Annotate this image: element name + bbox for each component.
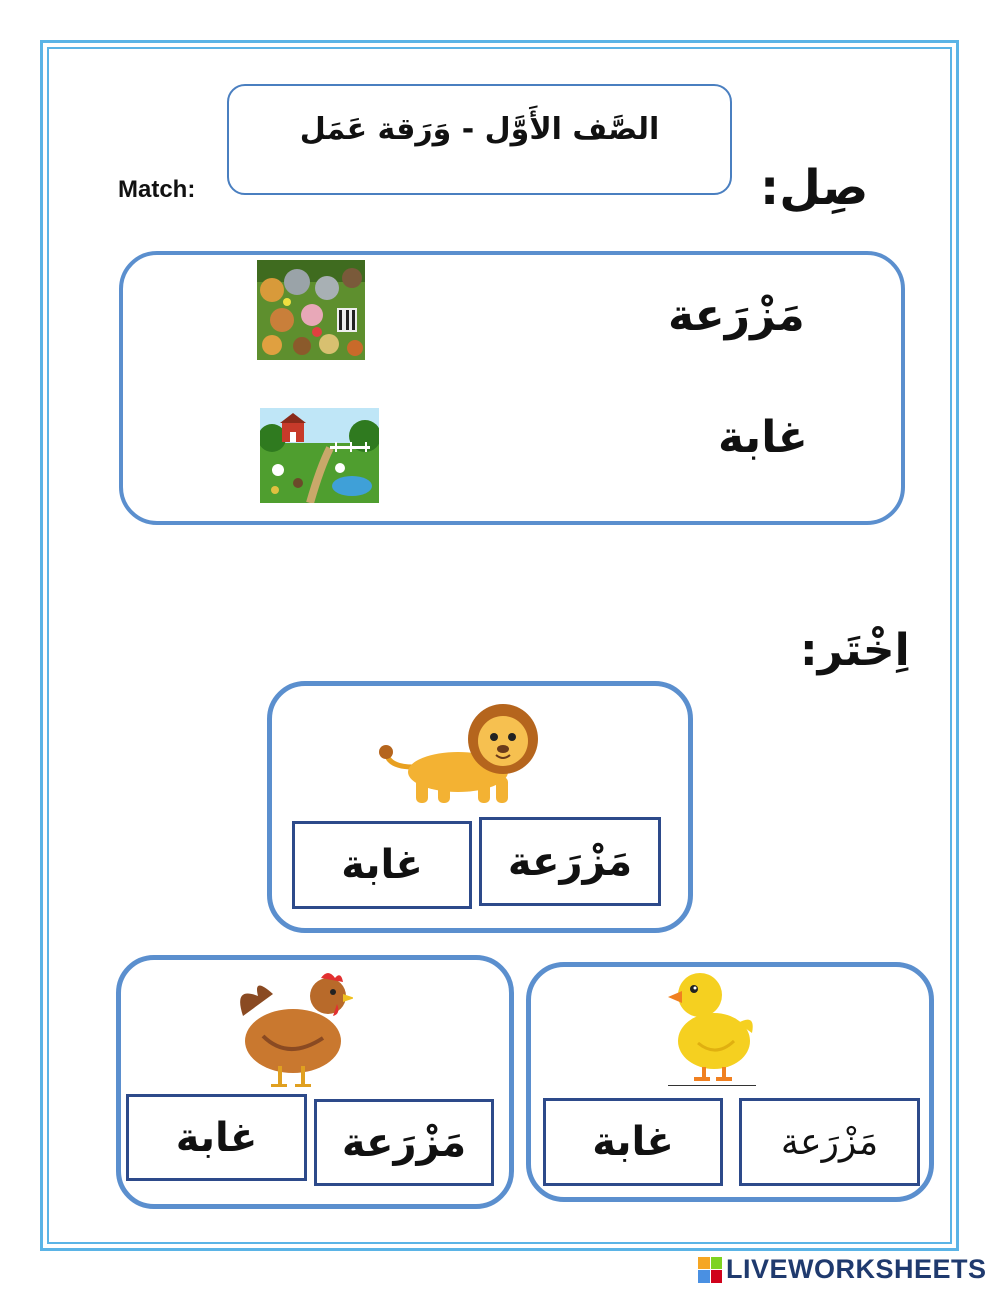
duck-icon (668, 963, 756, 1087)
forest-animals-illustration (257, 260, 365, 360)
footer-brand-text: LIVEWORKSHEETS (726, 1254, 987, 1284)
farm-picture[interactable] (260, 408, 379, 503)
title-box (227, 84, 732, 195)
forest-animals-picture[interactable] (257, 260, 365, 360)
lion-icon (378, 697, 540, 809)
lion-picture (378, 697, 540, 809)
hen-icon (233, 966, 353, 1092)
duck-option-farm[interactable]: مَزْرَعة (739, 1098, 920, 1186)
hen-option-forest[interactable]: غابة (126, 1094, 307, 1181)
connect-heading: صِل: (760, 160, 869, 216)
match-word-farm[interactable]: مَزْرَعة (668, 290, 805, 341)
lion-option-farm[interactable]: مَزْرَعة (479, 817, 661, 906)
farm-illustration (260, 408, 379, 503)
duck-picture (668, 963, 756, 1087)
worksheet-title: الصَّف الأَوَّل - وَرَقة عَمَل (299, 112, 660, 147)
choose-heading: اِخْتَر: (800, 625, 910, 676)
hen-option-farm[interactable]: مَزْرَعة (314, 1099, 494, 1186)
footer-brand (698, 1254, 987, 1285)
hen-picture (233, 966, 353, 1092)
duck-option-forest[interactable]: غابة (543, 1098, 723, 1186)
liveworksheets-logo-icon (698, 1257, 722, 1283)
match-label: Match: (118, 176, 196, 203)
lion-option-forest[interactable]: غابة (292, 821, 472, 909)
match-word-forest[interactable]: غابة (718, 412, 808, 463)
